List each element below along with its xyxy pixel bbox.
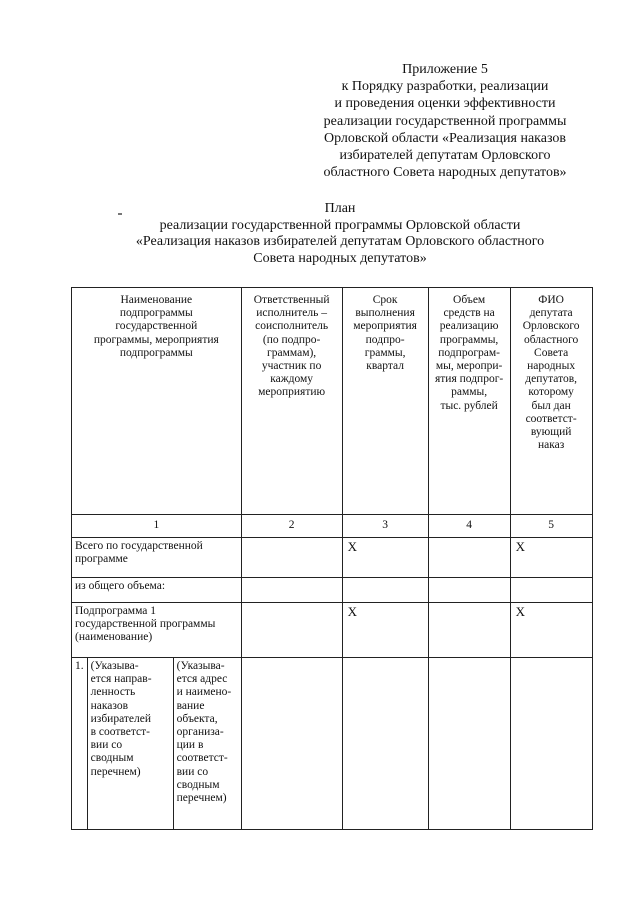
- header-deputy: [510, 288, 592, 515]
- header-text: областного: [523, 333, 579, 346]
- subprogram-deputy-x: Х: [510, 603, 592, 658]
- item-text-line: и наимено-: [176, 686, 232, 699]
- header-text: программы, мероприятия: [93, 333, 219, 346]
- table-cell: [241, 578, 342, 603]
- appendix-line: избирателей депутатам Орловского: [339, 148, 551, 164]
- appendix-line: Орловской области «Реализация наказов: [323, 130, 567, 146]
- table-cell: [342, 658, 428, 830]
- header-text: средств на: [443, 307, 495, 320]
- item-text-line: перечнем): [90, 765, 141, 778]
- table-cell: [241, 603, 342, 658]
- item-text-line: вии со: [176, 765, 209, 778]
- total-row: [72, 538, 593, 578]
- item-text-line: вии со: [90, 739, 123, 752]
- row-label-line: программе: [75, 553, 128, 566]
- subprogram-label: [72, 603, 242, 658]
- header-text: депутатов,: [525, 373, 577, 386]
- appendix-line: реализации государственной программы: [323, 113, 567, 129]
- header-text: Ответственный: [253, 294, 330, 306]
- item-number: 1.: [72, 658, 88, 830]
- header-text: выполнения: [355, 307, 415, 320]
- header-funding: [428, 288, 510, 515]
- header-deadline: [342, 288, 428, 515]
- header-text: реализацию: [439, 320, 499, 333]
- header-text: Объем: [453, 294, 486, 306]
- header-text: депутата: [529, 307, 573, 320]
- item-text-line: (Указыва-: [90, 660, 139, 672]
- item-text-line: вание: [176, 699, 205, 712]
- appendix-line: и проведения оценки эффективности: [334, 96, 556, 112]
- table-cell: [241, 538, 342, 578]
- header-text: наказ: [537, 439, 565, 452]
- table-cell: [510, 658, 592, 830]
- item-direction: [87, 658, 173, 830]
- header-text: ФИО: [538, 294, 564, 306]
- table-cell: [428, 603, 510, 658]
- item-row: [72, 658, 593, 830]
- plan-table: [71, 287, 593, 830]
- item-text-line: в соответст-: [90, 726, 151, 739]
- appendix-line: областного Совета народных депутатов»: [323, 165, 567, 181]
- table-cell: [428, 578, 510, 603]
- header-name: [72, 288, 242, 515]
- plan-title-line: План: [324, 201, 356, 216]
- header-row: [72, 288, 593, 515]
- appendix-line: Приложение 5: [402, 62, 488, 77]
- table-cell: [428, 658, 510, 830]
- item-text-line: ется адрес: [176, 673, 228, 686]
- header-text: Орловского: [522, 320, 580, 333]
- item-text-line: организа-: [176, 726, 224, 739]
- header-text: соответст-: [525, 412, 577, 425]
- header-text: был дан: [531, 399, 571, 412]
- header-text: подпрограммы: [119, 307, 193, 320]
- header-text: тыс. рублей: [440, 399, 498, 412]
- subprogram-deadline-x: Х: [342, 603, 428, 658]
- total-deadline-x: Х: [342, 538, 428, 578]
- item-text-line: объекта,: [176, 712, 218, 725]
- header-text: подпрограммы: [119, 346, 193, 359]
- subprogram-row: [72, 603, 593, 658]
- header-text: мы, меропри-: [435, 360, 503, 373]
- header-text: которому: [528, 386, 574, 399]
- header-text: Срок: [372, 294, 398, 306]
- row-label-line: Подпрограмма 1: [75, 605, 157, 617]
- row-label-line: государственной программы: [75, 618, 216, 631]
- header-text: каждому: [270, 373, 314, 386]
- plan-title-line: Совета народных депутатов»: [253, 250, 427, 266]
- header-text: народных: [527, 360, 576, 373]
- header-executor: [241, 288, 342, 515]
- header-text: Наименование: [120, 294, 193, 306]
- header-text: вующий: [530, 426, 572, 439]
- table-cell: [342, 578, 428, 603]
- column-number: 5: [510, 515, 592, 538]
- header-text: (по подпро-: [262, 333, 321, 346]
- item-text-line: соответст-: [176, 752, 228, 765]
- header-text: подпрограм-: [438, 346, 500, 359]
- item-text-line: избирателей: [90, 712, 152, 725]
- item-address: [173, 658, 241, 830]
- item-text-line: ется направ-: [90, 673, 152, 686]
- plan-title: [90, 201, 590, 267]
- header-text: граммы,: [364, 346, 406, 359]
- of-total-row: [72, 578, 593, 603]
- column-number: 3: [342, 515, 428, 538]
- column-number-row: [72, 515, 593, 538]
- plan-title-line: «Реализация наказов избирателей депутатам Орловского областного: [135, 234, 545, 249]
- header-text: мероприятия: [353, 320, 417, 333]
- total-label: [72, 538, 242, 578]
- table-cell: [241, 658, 342, 830]
- header-text: мероприятию: [258, 386, 326, 399]
- plan-title-line: реализации государственной программы Орловской области: [159, 217, 521, 233]
- header-text: программы,: [439, 333, 499, 346]
- item-text-line: ции в: [176, 739, 204, 752]
- table-cell: [428, 538, 510, 578]
- row-label-line: из общего объема:: [75, 580, 166, 592]
- item-text-line: сводным: [176, 778, 220, 791]
- item-text-line: перечнем): [176, 792, 227, 805]
- row-label-line: (наименование): [75, 631, 153, 644]
- appendix-line: к Порядку разработки, реализации: [341, 79, 549, 95]
- table-cell: [510, 578, 592, 603]
- header-text: квартал: [366, 360, 404, 373]
- row-label-line: Всего по государственной: [75, 540, 203, 552]
- header-text: участник по: [261, 360, 322, 373]
- of-total-label: [72, 578, 242, 603]
- item-text-line: наказов: [90, 699, 129, 712]
- header-text: ятия подпрог-: [434, 373, 504, 386]
- header-text: соисполнитель: [255, 320, 329, 333]
- header-text: подпро-: [365, 333, 405, 346]
- item-text-line: сводным: [90, 752, 134, 765]
- appendix-header: [300, 61, 590, 181]
- total-deputy-x: Х: [510, 538, 592, 578]
- column-number: 2: [241, 515, 342, 538]
- column-number: 4: [428, 515, 510, 538]
- header-text: исполнитель –: [256, 307, 328, 320]
- item-text-line: (Указыва-: [176, 660, 225, 672]
- header-text: Совета: [534, 346, 569, 359]
- column-number: 1: [72, 515, 242, 538]
- header-text: раммы,: [451, 386, 488, 399]
- item-text-line: ленность: [90, 686, 136, 699]
- header-text: граммам),: [267, 346, 317, 359]
- header-text: государственной: [115, 320, 198, 333]
